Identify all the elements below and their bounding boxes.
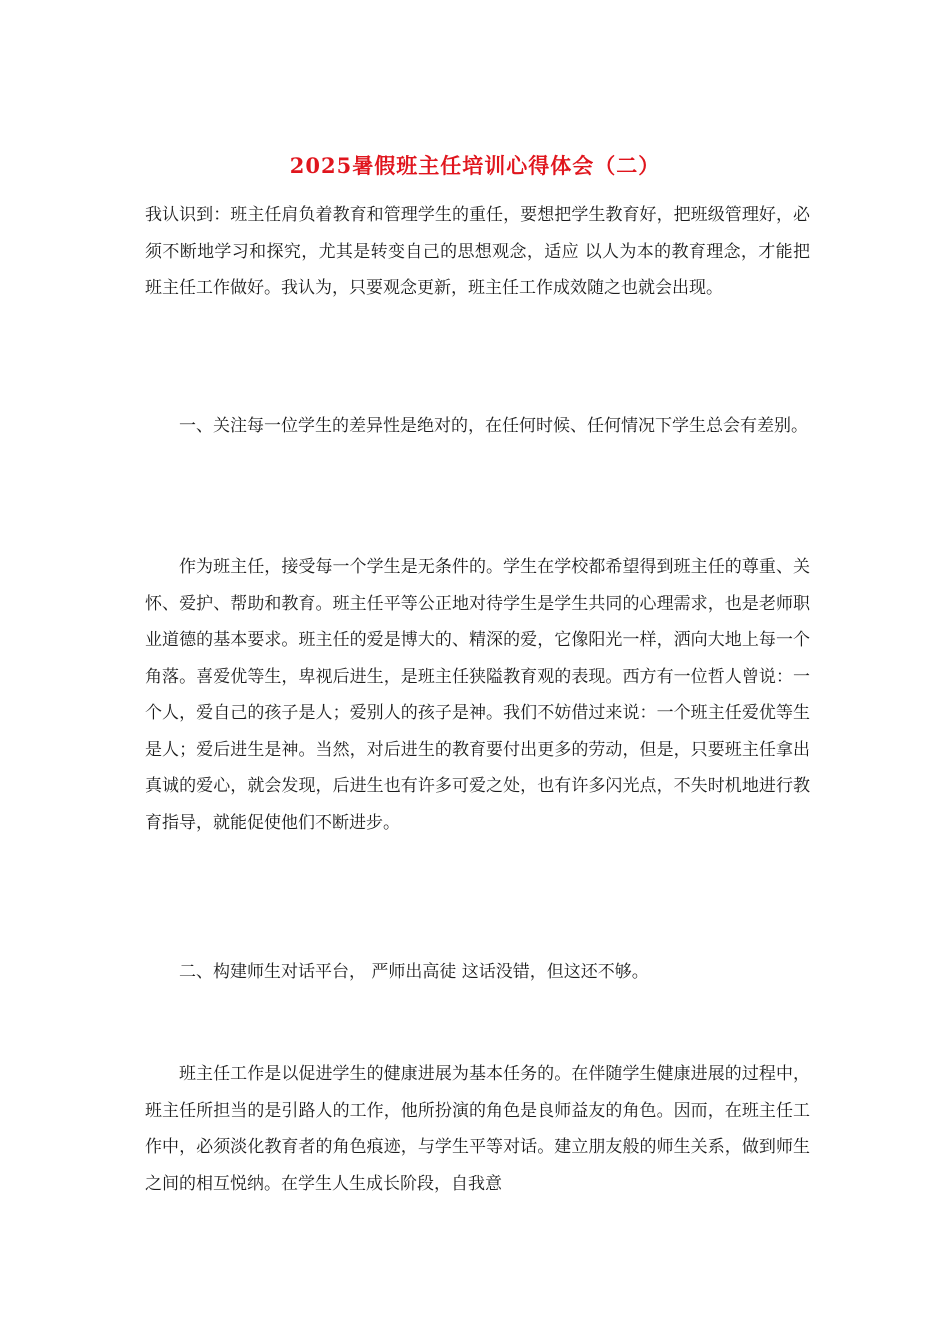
section-two-body: 班主任工作是以促进学生的健康进展为基本任务的。在伴随学生健康进展的过程中，班主任所担当的是引路人的工作，他所扮演的角色是良师益友的角色。因而，在班主任工作中，必须淡化教育者的角色痕迹，与学生平等对话。建立朋友般的师生关系，做到师生之间的相互悦纳。在学生人生成长阶段，自我意 bbox=[145, 1064, 810, 1194]
intro-paragraph: 我认识到：班主任肩负着教育和管理学生的重任，要想把学生教育好，把班级管理好，必须不断地学习和探究，尤其是转变自己的思想观念，适应 以人为本的教育理念，才能把班主任工作做好。我认为，只要观念更新，班主任工作成效随之也就会出现。 bbox=[145, 205, 810, 298]
section-one-body: 作为班主任，接受每一个学生是无条件的。学生在学校都希望得到班主任的尊重、关怀、爱护、帮助和教育。班主任平等公正地对待学生是学生共同的心理需求，也是老师职业道德的基本要求。班主任的爱是博大的、精深的爱，它像阳光一样，洒向大地上每一个角落。喜爱优等生，卑视后进生，是班主任狭隘教育观的表现。西方有一位哲人曾说：一个人，爱自己的孩子是人；爱别人的孩子是神。我们不妨借过来说：一个班主任爱优等生是人；爱后进生是神。当然，对后进生的教育要付出更多的劳动，但是，只要班主任拿出真诚的爱心，就会发现，后进生也有许多可爱之处，也有许多闪光点，不失时机地进行教育指导，就能促使他们不断进步。 bbox=[145, 557, 810, 833]
section-two-heading: 二、构建师生对话平台， 严师出高徒 这话没错，但这还不够。 bbox=[179, 962, 649, 982]
section-one-heading: 一、关注每一位学生的差异性是绝对的，在任何时候、任何情况下学生总会有差别。 bbox=[179, 416, 808, 436]
document-title: 2025暑假班主任培训心得体会（二） bbox=[289, 153, 661, 178]
